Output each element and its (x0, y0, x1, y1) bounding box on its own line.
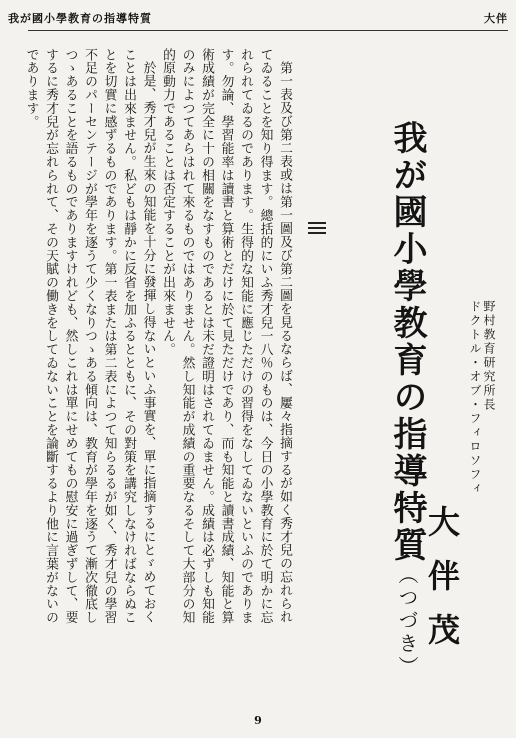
running-head-title: 我が國小學教育の指導特質 (8, 12, 152, 25)
body-paragraph: 第一表及び第二表或は第一圖及び第二圖を見るならば、屢々指摘するが如く秀才兒の忘れられてゐることを知り得ます。總括的にいふ秀才兒一八％のものは、今日の小學教育に於て明かに忘れられてゐるのであります。生得的な知能に應じただけの習得をなしてゐないといふのであります。勿論、學習能率は讀書と算術とだけに於て見ただけであり、而も知能と讀書成績、知能と算術成績が完全に十の相關をなすものであるとは未だ證明はされてゐません。成績は必ずしも知能のみによつてあらはれて來るものではありません。然し知能が成績の重要なるそして大部分の知的原動力であることは否定することが出來ません。 (160, 48, 292, 625)
running-head-author: 大伴 (484, 12, 508, 25)
author-affiliation (468, 300, 496, 496)
body-text (19, 48, 294, 633)
author-name: 大伴茂 (423, 505, 461, 667)
affiliation-line-1: 野村教育研究所長 (482, 300, 496, 412)
article-title-text: 我が國小學教育の指導特質 (387, 120, 427, 564)
body-paragraph: 於是、秀才兒が生來の知能を十分に發揮し得ないといふ事實を、單に指摘するにとゞめておくことは出來ません。私どもは靜かに反省を加ふるとともに、その對策を講究しなければならぬことを切實に感ずるものであります。第一表または第二表によつて知らるるが如く、秀才兒の學習不足のパーセンテージが學年を逐うて少くなりつゝある傾向は、教育が學年を逐うて漸次徹底しつゝあることを語るものでありますけれども、然しこれは單にせめてもの慰安に過ぎずして、要するに秀才兒が忘れられて、その天賦の働きをしてゐないことを論斷するより他に言葉がないのであります。 (23, 48, 156, 625)
article-title (387, 120, 427, 679)
section-number (308, 222, 326, 236)
section-mark-stroke (308, 222, 326, 224)
page-number: 9 (254, 714, 262, 727)
running-head (8, 10, 508, 26)
article-title-suffix: （つづき） (395, 564, 419, 679)
affiliation-line-2: ドクトル・オブ・フィロソフィ (468, 300, 482, 496)
section-mark-stroke (308, 227, 326, 229)
header-rule (28, 30, 508, 31)
section-mark-stroke (308, 232, 326, 234)
